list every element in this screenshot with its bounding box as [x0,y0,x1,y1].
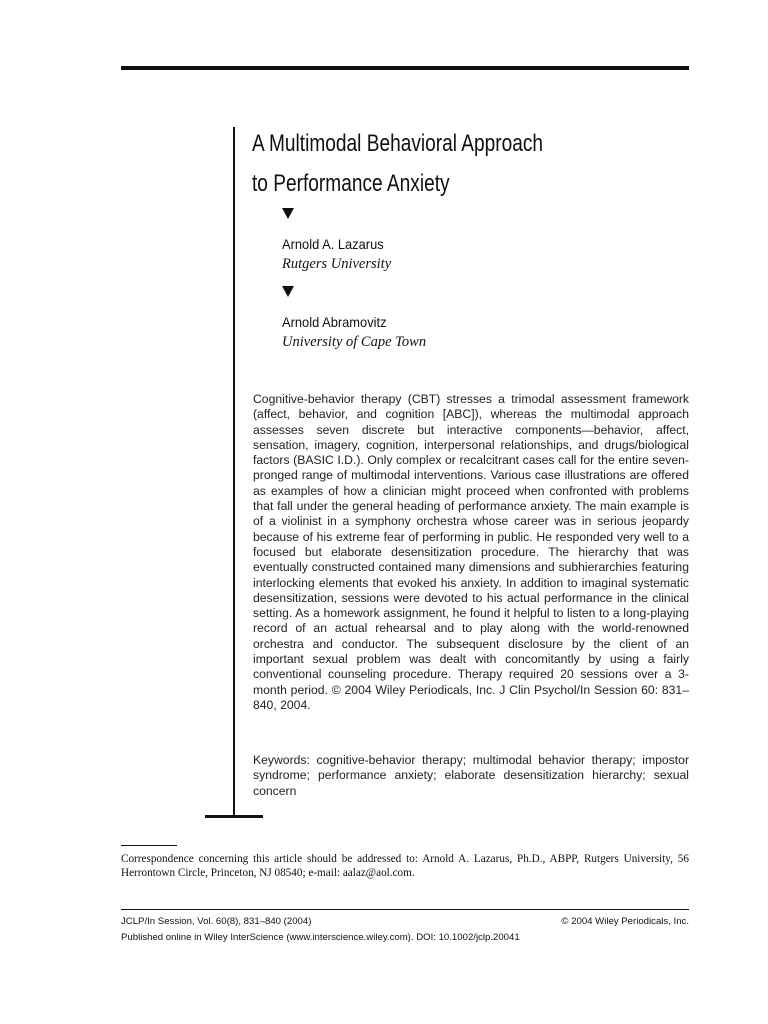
vertical-rule-foot [205,815,263,818]
author-affiliation: University of Cape Town [282,334,427,350]
footnote-rule [121,845,177,846]
author-name: Arnold A. Lazarus [282,236,384,252]
copyright-notice: © 2004 Wiley Periodicals, Inc. [561,916,689,927]
correspondence-footnote: Correspondence concerning this article should be addressed to: Arnold A. Lazarus, Ph.D., ABPP, Rutgers University, 56 Herrontown Circle, Princeton, NJ 08540; e-mail: aalaz@aol.com. [121,853,689,879]
article-title [252,124,587,204]
title-line-1: A Multimodal Behavioral Approach [252,130,544,157]
triangle-marker-icon [282,286,294,297]
footer-rule [121,909,689,910]
journal-citation: JCLP/In Session, Vol. 60(8), 831–840 (2004) [121,916,312,927]
triangle-marker-icon [282,208,294,219]
author-affiliation: Rutgers University [282,256,392,272]
top-rule [121,66,689,70]
author-name: Arnold Abramovitz [282,314,387,330]
vertical-rule [233,127,235,817]
title-line-2: to Performance Anxiety [252,170,450,197]
abstract: Cognitive-behavior therapy (CBT) stresses a trimodal assessment framework (affect, behavior, and cognition [ABC]), whereas the multimodal approach assesses seven discrete but interactive components—behavior, affect, sensation, imagery, cognition, interpersonal relationships, and drugs/biological factors (BASIC I.D.). Only complex or recalcitrant cases call for the entire seven-pronged range of multimodal interventions. Various case illustrations are offered as examples of how a clinician might proceed when confronted with problems that fall under the general heading of performance anxiety. The main example is of a violinist in a symphony orchestra whose career was in serious jeopardy because of his extreme fear of performing in public. He responded very well to a focused but elaborate desensitization procedure. The hierarchy that was eventually constructed contained many dimensions and subhierarchies featuring interlocking elements that evoked his anxiety. In addition to imaginal systematic desensitization, sessions were devoted to his actual performance in the clinical setting. As a homework assignment, he found it helpful to listen to a long-playing record of an actual rehearsal and to play along with the world-renowned orchestra and conductor. The subsequent disclosure by the client of an important sexual problem was dealt with concomitantly by using a fairly conventional counseling procedure. Therapy required 20 sessions over a 3-month period. © 2004 Wiley Periodicals, Inc. J Clin Psychol/In Session 60: 831–840, 2004. [253,392,689,712]
publication-info: Published online in Wiley InterScience (www.interscience.wiley.com). DOI: 10.1002/jclp.20041 [121,932,520,943]
keywords: Keywords: cognitive-behavior therapy; multimodal behavior therapy; impostor syndrome; performance anxiety; elaborate desensitization hierarchy; sexual concern [253,753,689,798]
